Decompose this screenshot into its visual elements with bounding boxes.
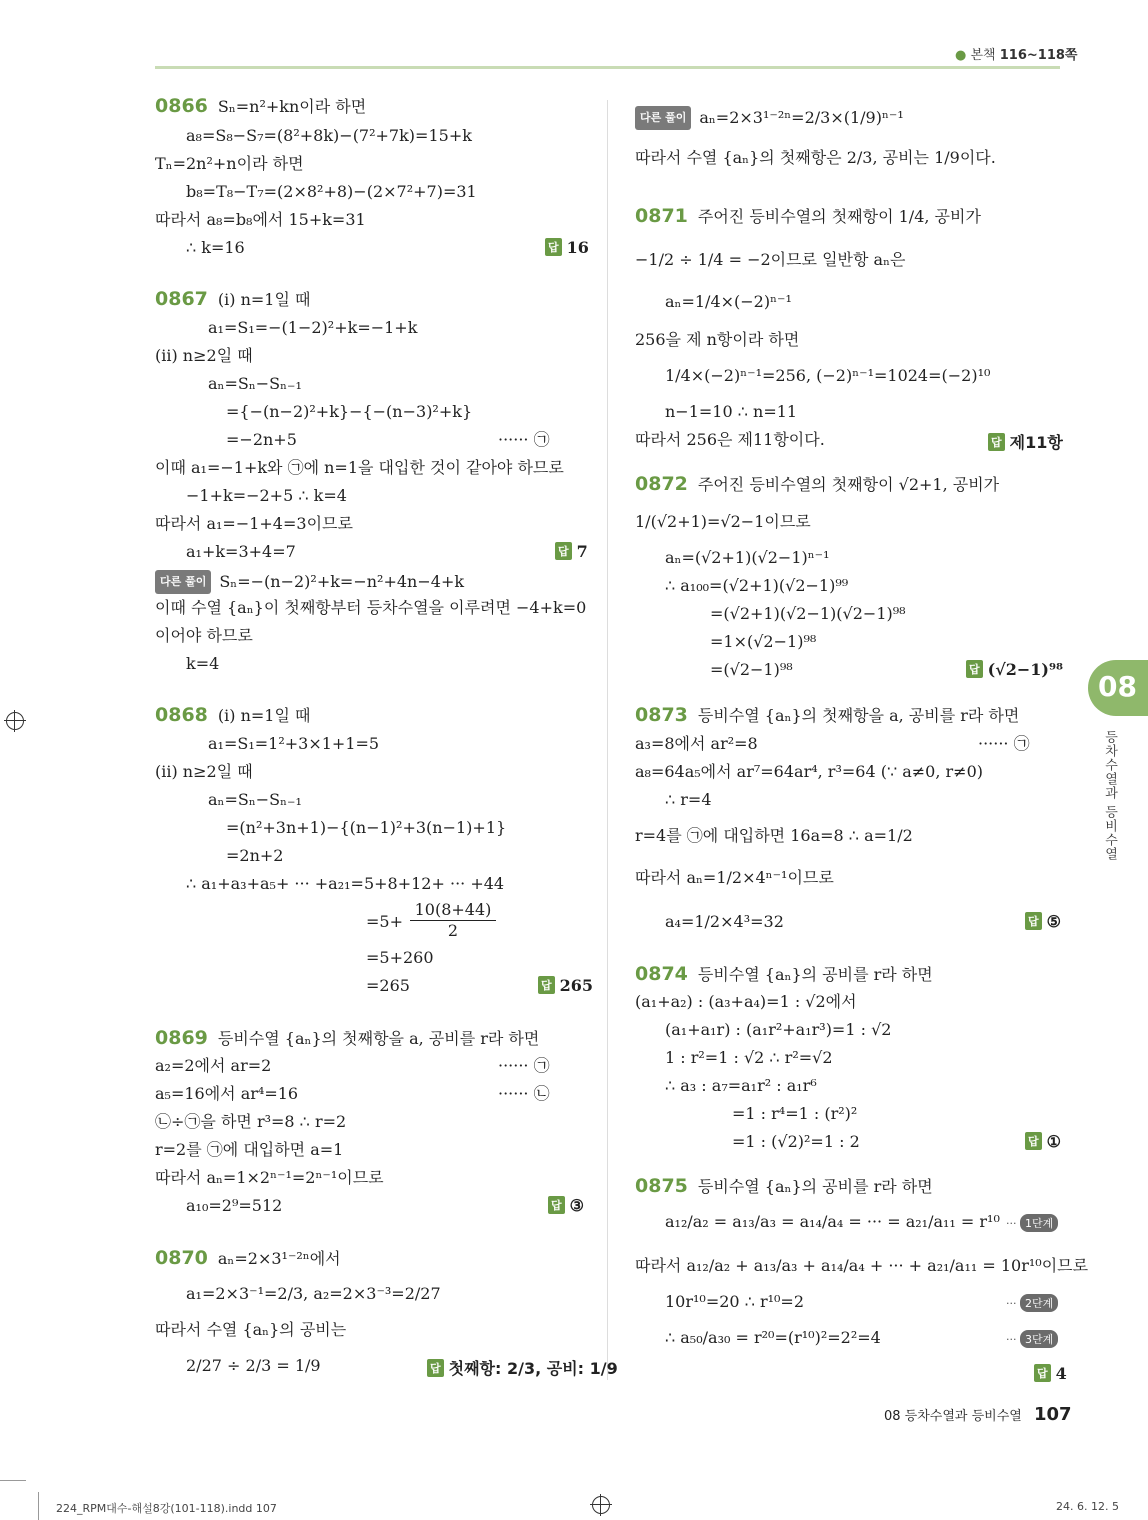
answer-tag: 답: [1025, 912, 1042, 930]
marker: ······ ㉠: [498, 430, 550, 449]
text-line: =265: [366, 976, 410, 995]
answer-0870: [427, 1356, 618, 1379]
text-line: aₙ=2×3¹⁻²ⁿ=2/3×(1/9)ⁿ⁻¹: [699, 108, 904, 127]
marker: ······ ㉠: [498, 1056, 550, 1075]
numerator: 10(8+44): [410, 900, 496, 921]
text-line: −1/2 ÷ 1/4 = −2이므로 일반항 aₙ은: [635, 250, 906, 269]
answer-0869: [548, 1196, 584, 1215]
chapter-tab: [1088, 660, 1148, 716]
text-line: ∴ k=16: [186, 238, 245, 257]
header-pages: 116~118쪽: [999, 48, 1078, 63]
alt-solution: [155, 570, 464, 594]
alt-solution-0870: [635, 106, 904, 130]
problem-number: 0867: [155, 288, 208, 310]
step-1: ··· 1단계: [1006, 1214, 1058, 1232]
answer-0873: [1025, 912, 1061, 931]
denominator: 2: [447, 921, 459, 940]
answer-tag: 답: [545, 238, 562, 256]
footer-chapter-text: 08 등차수열과 등비수열: [884, 1409, 1022, 1424]
text-line: k=4: [186, 654, 220, 673]
header-label: 본책: [970, 48, 996, 63]
text-line: =(√2−1)⁹⁸: [710, 660, 793, 679]
problem-number: 0869: [155, 1027, 208, 1049]
chapter-label: 등차수열과 등비수열: [1102, 730, 1117, 862]
column-divider: [607, 100, 608, 1380]
text-line: n−1=10 ∴ n=11: [665, 402, 798, 421]
step-badge: 2단계: [1020, 1294, 1058, 1312]
fraction: [410, 900, 496, 941]
text-line: =1 : (√2)²=1 : 2: [732, 1132, 860, 1151]
answer-0874: [1025, 1132, 1061, 1151]
text-line: =1 : r⁴=1 : (r²)²: [732, 1104, 858, 1123]
answer-tag: 답: [548, 1196, 565, 1214]
text-line: 따라서 aₙ=1×2ⁿ⁻¹=2ⁿ⁻¹이므로: [155, 1168, 384, 1187]
problem-0872: [635, 474, 999, 495]
text-line: 10r¹⁰=20 ∴ r¹⁰=2: [665, 1292, 805, 1311]
problem-0874: [635, 964, 933, 985]
text-line: a₁₂/a₂ = a₁₃/a₃ = a₁₄/a₄ = ··· = a₂₁/a₁₁ = r¹⁰: [665, 1212, 1000, 1231]
answer-value: ⑤: [1046, 912, 1061, 931]
text-line: Sₙ=−(n−2)²+k=−n²+4n−4+k: [219, 572, 465, 591]
answer-value: (√2−1)⁹⁸: [987, 660, 1063, 679]
answer-value: ③: [569, 1196, 584, 1215]
text-line: =5+260: [366, 948, 434, 967]
crop-mark: [0, 1480, 26, 1481]
text-line: a₂=2에서 ar=2: [155, 1056, 272, 1075]
text-line: 주어진 등비수열의 첫째항이 1/4, 공비가: [697, 207, 981, 226]
bullet-icon: ●: [955, 48, 967, 63]
text-line: 등비수열 {aₙ}의 공비를 r라 하면: [697, 1177, 933, 1196]
text-line: (a₁+a₁r) : (a₁r²+a₁r³)=1 : √2: [665, 1020, 892, 1039]
answer-value: 16: [566, 238, 589, 257]
text-line: 따라서 수열 {aₙ}의 첫째항은 2/3, 공비는 1/9이다.: [635, 148, 996, 167]
text-line: =5+: [366, 912, 403, 931]
text-line: ∴ r=4: [665, 790, 712, 809]
marker: ······ ㉡: [498, 1084, 550, 1103]
answer-tag: 답: [988, 433, 1005, 451]
answer-value: 제11항: [1009, 433, 1063, 452]
text-line: (ⅱ) n≥2일 때: [155, 762, 253, 781]
text-line: ={−(n−2)²+k}−{−(n−3)²+k}: [226, 402, 473, 421]
text-line: r=2를 ㉠에 대입하면 a=1: [155, 1140, 344, 1159]
text-line: 따라서 256은 제11항이다.: [635, 430, 825, 449]
answer-value: 첫째항: 2/3, 공비: 1/9: [448, 1359, 618, 1378]
text-line: =(n²+3n+1)−{(n−1)²+3(n−1)+1}: [226, 818, 507, 837]
text-line: a₄=1/2×4³=32: [665, 912, 784, 931]
problem-0870: [155, 1248, 341, 1269]
text-line: 등비수열 {aₙ}의 첫째항을 a, 공비를 r라 하면: [217, 1029, 540, 1048]
answer-0872: [966, 660, 1063, 679]
answer-tag: 답: [427, 1359, 444, 1377]
text-line: a₁₀=2⁹=512: [186, 1196, 283, 1215]
problem-0866: [155, 96, 366, 117]
text-line: r=4를 ㉠에 대입하면 16a=8 ∴ a=1/2: [635, 826, 913, 845]
text-line: =2n+2: [226, 846, 284, 865]
step-3: ··· 3단계: [1006, 1330, 1058, 1348]
registration-mark-icon: [6, 712, 24, 730]
footer-chapter: [884, 1404, 1072, 1425]
marker: ······ ㉠: [978, 734, 1030, 753]
text-line: ∴ a₁+a₃+a₅+ ··· +a₂₁=5+8+12+ ··· +44: [186, 874, 505, 893]
answer-tag: 답: [555, 542, 572, 560]
problem-number: 0874: [635, 963, 688, 985]
text-line: 따라서 a₈=b₈에서 15+k=31: [155, 210, 366, 229]
answer-0871: [988, 430, 1063, 453]
text-line: =−2n+5: [226, 430, 297, 449]
text-line: aₙ=2×3¹⁻²ⁿ에서: [217, 1249, 341, 1268]
slug-date: 24. 6. 12. 5: [1056, 1500, 1119, 1513]
text-line: aₙ=(√2+1)(√2−1)ⁿ⁻¹: [665, 548, 830, 567]
problem-number: 0873: [635, 704, 688, 726]
text-line: (ⅰ) n=1일 때: [217, 290, 311, 309]
crop-mark: [38, 1492, 39, 1520]
problem-0867: [155, 289, 310, 310]
text-line: 이때 a₁=−1+k와 ㉠에 n=1을 대입한 것이 같아야 하므로: [155, 458, 564, 477]
text-line: a₁=2×3⁻¹=2/3, a₂=2×3⁻³=2/27: [186, 1284, 441, 1303]
problem-0871: [635, 206, 981, 227]
problem-number: 0872: [635, 473, 688, 495]
text-line: −1+k=−2+5 ∴ k=4: [186, 486, 347, 505]
answer-tag: 답: [538, 976, 555, 994]
header-source: [955, 44, 1077, 63]
answer-0868: [538, 976, 593, 995]
text-line: 이때 수열 {aₙ}이 첫째항부터 등차수열을 이루려면 −4+k=0: [155, 598, 587, 617]
text-line: (a₁+a₂) : (a₃+a₄)=1 : √2에서: [635, 992, 857, 1011]
problem-number: 0870: [155, 1247, 208, 1269]
text-line: b₈=T₈−T₇=(2×8²+8)−(2×7²+7)=31: [186, 182, 477, 201]
text-line: a₅=16에서 ar⁴=16: [155, 1084, 299, 1103]
problem-0875: [635, 1176, 933, 1197]
text-line: (ⅱ) n≥2일 때: [155, 346, 253, 365]
alt-badge: 다른 풀이: [155, 570, 211, 594]
text-line: 따라서 a₁₂/a₂ + a₁₃/a₃ + a₁₄/a₄ + ··· + a₂₁/a₁₁ = 10r¹⁰이므로: [635, 1256, 1089, 1275]
problem-number: 0866: [155, 95, 208, 117]
step-badge: 3단계: [1020, 1330, 1058, 1348]
answer-tag: 답: [1034, 1364, 1051, 1382]
problem-number: 0875: [635, 1175, 688, 1197]
text-line: 등비수열 {aₙ}의 첫째항을 a, 공비를 r라 하면: [697, 706, 1020, 725]
answer-value: ①: [1046, 1132, 1061, 1151]
text-line: ∴ a₃ : a₇=a₁r² : a₁r⁶: [665, 1076, 817, 1095]
answer-0866: [545, 238, 589, 257]
text-line: (ⅰ) n=1일 때: [217, 706, 311, 725]
problem-0873: [635, 705, 1019, 726]
chapter-number: 08: [1098, 670, 1137, 703]
text-line: 등비수열 {aₙ}의 공비를 r라 하면: [697, 965, 933, 984]
text-line: aₙ=Sₙ−Sₙ₋₁: [208, 374, 302, 393]
text-line: a₈=S₈−S₇=(8²+8k)−(7²+7k)=15+k: [186, 126, 472, 145]
text-line: ㉡÷㉠을 하면 r³=8 ∴ r=2: [155, 1112, 347, 1131]
slug-file: 224_RPM대수-해설8강(101-118).indd 107: [56, 1502, 277, 1515]
text-line: 2/27 ÷ 2/3 = 1/9: [186, 1356, 321, 1375]
answer-value: 265: [559, 976, 594, 995]
text-line: Tₙ=2n²+n이라 하면: [155, 154, 304, 173]
text-line: 이어야 하므로: [155, 626, 253, 645]
text-line: a₁=S₁=1²+3×1+1=5: [208, 734, 380, 753]
text-line: a₁=S₁=−(1−2)²+k=−1+k: [208, 318, 418, 337]
alt-badge: 다른 풀이: [635, 106, 691, 130]
text-line: a₁+k=3+4=7: [186, 542, 296, 561]
text-line: =1×(√2−1)⁹⁸: [710, 632, 817, 651]
step-badge: 1단계: [1020, 1214, 1058, 1232]
answer-0867: [555, 542, 588, 561]
page-number: 107: [1033, 1404, 1072, 1425]
text-line: a₃=8에서 ar²=8: [635, 734, 758, 753]
text-line: a₈=64a₅에서 ar⁷=64ar⁴, r³=64 (∵ a≠0, r≠0): [635, 762, 984, 781]
answer-0875: [1034, 1364, 1067, 1383]
text-line: aₙ=Sₙ−Sₙ₋₁: [208, 790, 302, 809]
answer-tag: 답: [966, 660, 983, 678]
answer-value: 4: [1055, 1364, 1067, 1383]
step-2: ··· 2단계: [1006, 1294, 1058, 1312]
text-line: 따라서 aₙ=1/2×4ⁿ⁻¹이므로: [635, 868, 834, 887]
header-rule: [155, 66, 1060, 69]
answer-tag: 답: [1025, 1132, 1042, 1150]
text-line: aₙ=1/4×(−2)ⁿ⁻¹: [665, 292, 792, 311]
answer-value: 7: [576, 542, 588, 561]
text-line: ∴ a₁₀₀=(√2+1)(√2−1)⁹⁹: [665, 576, 849, 595]
problem-number: 0868: [155, 704, 208, 726]
text-line: 1/(√2+1)=√2−1이므로: [635, 512, 811, 531]
text-line: =(√2+1)(√2−1)(√2−1)⁹⁸: [710, 604, 906, 623]
problem-0868: [155, 705, 310, 726]
text-line: Sₙ=n²+kn이라 하면: [217, 97, 367, 116]
text-line: 256을 제 n항이라 하면: [635, 330, 800, 349]
text-line: 따라서 a₁=−1+4=3이므로: [155, 514, 353, 533]
text-line: 주어진 등비수열의 첫째항이 √2+1, 공비가: [697, 475, 1000, 494]
problem-number: 0871: [635, 205, 688, 227]
text-line: 1 : r²=1 : √2 ∴ r²=√2: [665, 1048, 833, 1067]
problem-0869: [155, 1028, 539, 1049]
text-line: 1/4×(−2)ⁿ⁻¹=256, (−2)ⁿ⁻¹=1024=(−2)¹⁰: [665, 366, 991, 385]
text-line: ∴ a₅₀/a₃₀ = r²⁰=(r¹⁰)²=2²=4: [665, 1328, 881, 1347]
registration-mark-icon: [592, 1496, 610, 1514]
text-line: 따라서 수열 {aₙ}의 공비는: [155, 1320, 347, 1339]
